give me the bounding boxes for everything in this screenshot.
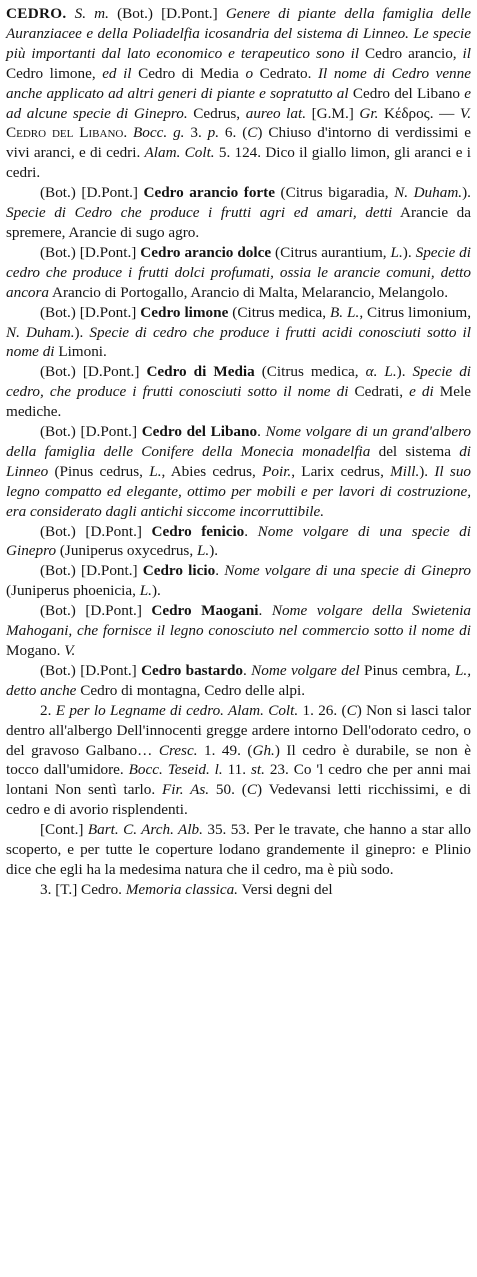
- text-run: Genere di piante della famiglia delle Auranziacee e della Poliadelfia icosandria del sistema di Linneo. Le specie più importanti dal lato economico e terapeutico sono: [6, 5, 472, 62]
- text-run: ) Non si lasci talor dentro all'albergo Dell'innocenti gregge ardere intorno Dell'odorato cedro, o del gravoso Galbano…: [6, 701, 471, 759]
- text-run: (Bot.) [D.Pont.]: [40, 363, 147, 381]
- text-run: Arancie da spremere, Arancie di sugo agro.: [6, 204, 471, 241]
- text-run: Cedro limone,: [6, 64, 103, 82]
- text-run: Bocc. Teseid. l.: [128, 761, 223, 779]
- text-run: .: [244, 522, 258, 540]
- text-run: Cedro del Libano: [141, 423, 258, 441]
- text-run: 3.: [184, 124, 208, 142]
- text-run: Cedrati,: [348, 383, 410, 401]
- text-run: Gh.: [252, 741, 275, 759]
- text-run: (Juniperus oxycedrus,: [56, 542, 197, 560]
- text-run: Nome volgare della Swietenia Mahogani, che fornisce il legno conosciuto nel commercio sotto il nome di: [6, 602, 472, 640]
- text-run: N. Duham.: [6, 323, 75, 341]
- text-run: Cedrato.: [253, 64, 318, 82]
- text-run: 1. 26. (: [298, 701, 347, 719]
- text-run: Cedro arancio,: [359, 44, 463, 62]
- text-run: Versi degni del: [237, 880, 333, 898]
- text-run: Nome volgare di una specie di Ginepro: [224, 562, 472, 580]
- text-run: (Citrus medica,: [228, 303, 331, 321]
- text-run: ] Cedro.: [72, 880, 126, 898]
- text-run: Specie di cedro, che produce i frutti conosciuti sotto il nome di: [6, 363, 472, 401]
- text-run: .: [257, 423, 266, 441]
- text-run: Specie di cedro che produce i frutti acidi conosciuti sotto il nome di: [6, 323, 471, 361]
- text-run: (Bot.) [D.Pont.]: [40, 602, 152, 620]
- text-run: ).: [74, 323, 90, 341]
- text-run: (Bot.) [D.Pont.]: [40, 562, 143, 580]
- text-run: 1. 49. (: [197, 741, 253, 759]
- text-run: Cedro di Media: [146, 363, 255, 381]
- text-run: Cedro Maogani: [151, 602, 259, 620]
- text-run: Memoria classica.: [125, 880, 238, 898]
- text-run: il: [462, 44, 471, 62]
- text-run: L.: [139, 582, 152, 600]
- entry-sense-2-legname: [6, 701, 471, 820]
- text-run: S. m.: [74, 5, 109, 22]
- text-run: .: [243, 661, 252, 679]
- text-run: L.: [149, 462, 162, 480]
- text-run: 11.: [222, 761, 251, 779]
- text-run: Cedro di Media: [131, 64, 246, 82]
- text-run: Mogano.: [6, 642, 65, 659]
- entry-cedro-limone: [6, 303, 471, 363]
- text-run: Mele mediche.: [6, 383, 471, 421]
- text-run: ).: [419, 462, 435, 480]
- text-run: 6. (: [219, 124, 248, 142]
- text-run: L., detto anche: [6, 661, 471, 699]
- entry-cedro-main: [6, 4, 471, 183]
- text-run: [66, 5, 74, 22]
- text-run: il: [350, 44, 360, 62]
- text-run: Alam. Colt.: [144, 144, 215, 162]
- text-run: p.: [207, 124, 220, 142]
- text-run: (Juniperus phoenicia,: [6, 582, 140, 600]
- text-run: Cedro arancio forte: [143, 184, 275, 202]
- text-run: ed il: [102, 64, 132, 82]
- text-run: Specie di Cedro che produce i frutti agri ed amari, detti: [6, 204, 393, 222]
- text-run: Mill.: [390, 462, 420, 480]
- text-run: Cedro licio: [142, 562, 216, 580]
- text-run: Cedro del Libano: [348, 84, 465, 102]
- text-run: (Bot.) [D.Pont.]: [40, 522, 152, 540]
- entry-sense-3-memoria: [6, 880, 471, 900]
- text-run: Limoni.: [54, 343, 107, 361]
- text-run: 5. 124. Dico il giallo limon, gli aranci e i cedri.: [6, 144, 471, 182]
- text-run: [Cont.]: [40, 821, 88, 839]
- text-run: o: [245, 64, 254, 82]
- text-run: Cedro di montagna, Cedro delle alpi.: [76, 681, 306, 699]
- text-run: α. L.: [365, 363, 397, 381]
- text-run: E per lo Legname di cedro. Alam. Colt.: [55, 701, 299, 719]
- text-run: (Bot.) [D.Pont.]: [108, 5, 226, 22]
- text-run: Cresc.: [158, 741, 198, 759]
- text-run: Il suo legno compatto ed elegante, ottimo per mobili e per lavori di costruzione, era considerato dagli antichi siccome incorruttibile.: [6, 462, 472, 520]
- text-run: (Bot.) [D.Pont.]: [40, 661, 142, 679]
- text-run: ) Il cedro è durabile, se non è tocco dall'umidore.: [6, 741, 471, 779]
- text-run: ) Vedevansi letti ricchissimi, e di cedro e di avorio risplendenti.: [6, 781, 471, 819]
- text-run: .: [215, 562, 225, 580]
- text-run: .: [258, 602, 272, 620]
- text-run: , Citrus limonium,: [359, 303, 472, 321]
- text-run: 35. 53. Per le travate, che hanno a star allo scoperto, e per tutte le coperture lodano grandemente il ginepro: e Plinio dice che egli ha la medesima natura che il cedro, ma è più sodo.: [6, 821, 471, 878]
- text-run: Cedro fenicio: [151, 522, 245, 540]
- text-run: Fir. As.: [162, 781, 210, 799]
- text-run: L.: [196, 542, 210, 560]
- text-run: Cedro arancio dolce: [140, 243, 272, 261]
- text-run: C: [346, 701, 357, 719]
- text-run: (Citrus medica,: [254, 363, 366, 381]
- text-run: ).: [151, 582, 161, 600]
- text-run: Cedro del Libano: [6, 124, 124, 142]
- text-run: st.: [250, 761, 265, 779]
- text-run: 50. (: [209, 781, 247, 799]
- text-run: e di: [409, 383, 434, 401]
- text-run: V.: [459, 104, 471, 122]
- text-run: 23. Co 'l cedro che per anni mai lontani Non sentì tarlo.: [6, 761, 472, 799]
- text-run: 3. [: [40, 880, 61, 898]
- entry-cedro-licio: [6, 561, 471, 601]
- text-run: Κέδρος. —: [378, 104, 460, 122]
- text-run: ).: [209, 542, 219, 560]
- text-run: Cedrus,: [187, 104, 246, 122]
- text-run: Cedro bastardo: [141, 661, 244, 679]
- text-run: aureo lat.: [245, 104, 307, 122]
- text-run: B. L.: [330, 303, 360, 321]
- text-run: del sistema: [370, 442, 460, 460]
- text-run: (Bot.) [D.Pont.]: [40, 184, 144, 202]
- text-run: .: [123, 124, 134, 142]
- text-run: L.: [390, 243, 403, 261]
- text-run: N. Duham.: [394, 184, 463, 202]
- text-run: (Citrus aurantium,: [271, 243, 391, 261]
- text-run: (Bot.) [D.Pont.]: [40, 303, 141, 321]
- text-run: Cedro limone: [140, 303, 229, 321]
- text-run: , Larix cedrus,: [291, 462, 391, 480]
- text-run: ) Chiuso d'intorno di verdissimi e vivi aranci, e di cedri.: [6, 124, 471, 162]
- entry-cont-bartoli: [6, 820, 471, 880]
- text-run: ).: [462, 184, 471, 202]
- text-run: T.: [60, 880, 73, 898]
- text-run: 2.: [40, 701, 56, 719]
- entry-cedro-arancio-forte: [6, 183, 471, 243]
- entry-cedro-bastardo: [6, 661, 471, 701]
- text-run: V.: [64, 642, 76, 659]
- text-run: di Linneo: [6, 442, 472, 480]
- text-run: Specie di cedro che produce i frutti dolci profumati, ossia le arancie comuni, detto ancora: [6, 243, 471, 301]
- text-run: (Citrus bigaradia,: [274, 184, 395, 202]
- text-run: Nome volgare del: [251, 661, 360, 679]
- text-run: Poir.: [262, 462, 292, 480]
- text-run: Nome volgare di una specie di Ginepro: [6, 522, 471, 560]
- entry-cedro-del-libano: [6, 422, 471, 522]
- text-run: (Bot.) [D.Pont.]: [40, 423, 142, 441]
- text-run: ).: [402, 243, 416, 261]
- entry-cedro-maogani: [6, 601, 471, 661]
- text-run: CEDRO.: [6, 5, 67, 22]
- text-run: Bart. C. Arch. Alb.: [87, 821, 203, 839]
- entry-cedro-arancio-dolce: [6, 243, 471, 303]
- text-run: , Abies cedrus,: [161, 462, 263, 480]
- text-run: C: [246, 781, 257, 799]
- text-run: Il nome di Cedro venne anche applicato ad altri generi di piante e sopratutto al: [6, 64, 471, 102]
- text-run: [G.M.]: [306, 104, 360, 122]
- entry-cedro-fenicio: [6, 522, 471, 562]
- text-run: ).: [396, 363, 413, 381]
- text-run: e ad alcune specie di Ginepro.: [6, 84, 471, 122]
- entry-cedro-di-media: [6, 362, 471, 422]
- text-run: Arancio di Portogallo, Arancio di Malta, Melarancio, Melangolo.: [49, 283, 449, 301]
- text-run: Nome volgare di un grand'albero della famiglia delle Conifere della Monecia monadelfia: [6, 423, 472, 460]
- text-run: Pinus cembra,: [359, 661, 455, 679]
- text-run: Gr.: [359, 104, 379, 122]
- text-run: C: [247, 124, 258, 142]
- text-run: Bocc. g.: [133, 124, 185, 142]
- text-run: (Bot.) [D.Pont.]: [40, 243, 141, 261]
- text-run: (Pinus cedrus,: [48, 462, 150, 480]
